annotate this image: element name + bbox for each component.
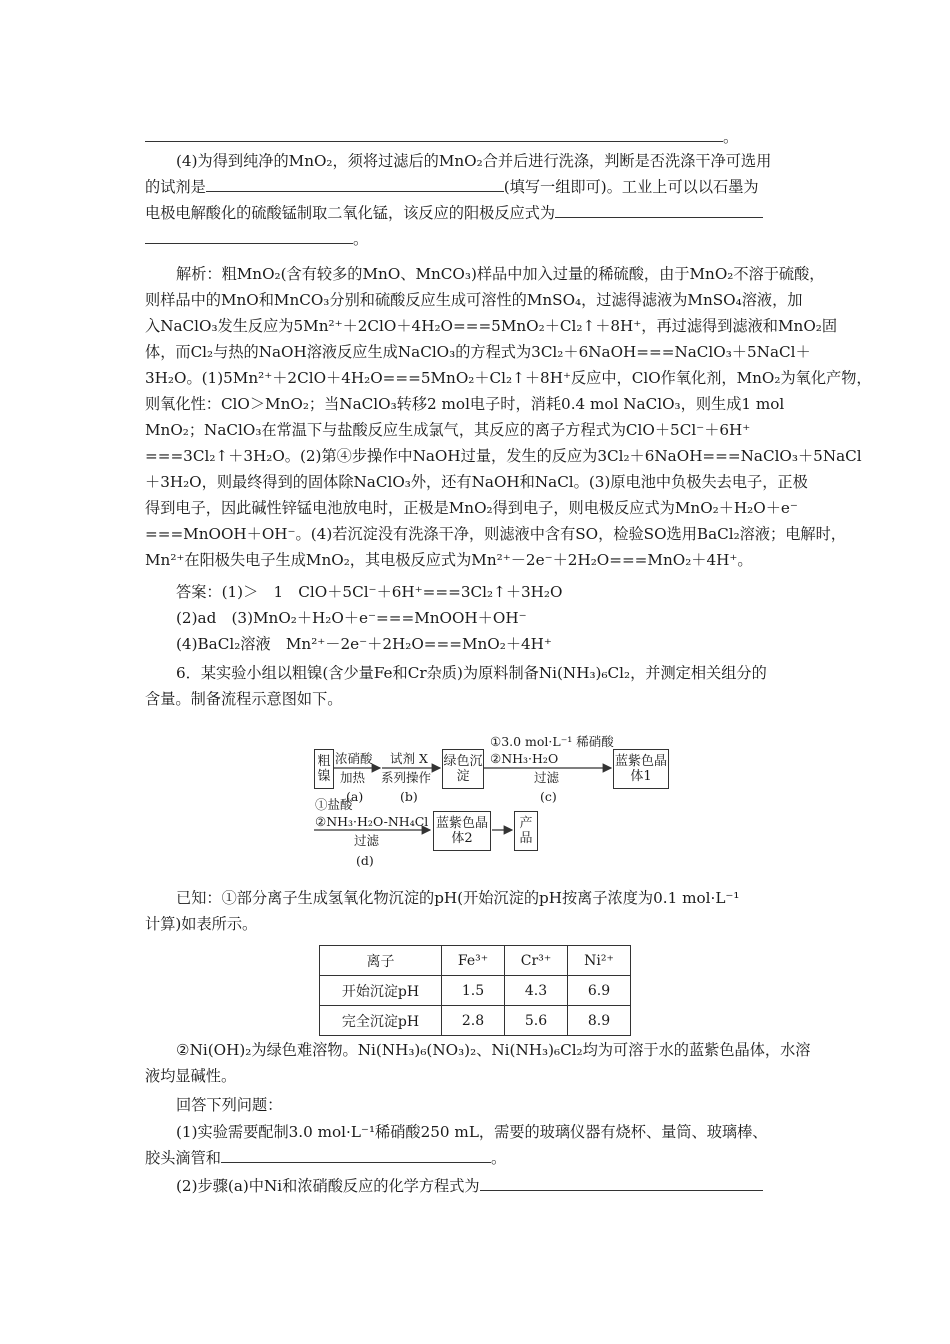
step-a-tag: (a) xyxy=(346,789,364,804)
table-cell: 4.3 xyxy=(505,976,568,1006)
precipitation-ph-table xyxy=(319,945,631,1036)
step-b-reagent: 试剂 X xyxy=(390,751,428,766)
equation-blank[interactable] xyxy=(480,1176,763,1191)
purple-crystal-1-box: 蓝紫色晶体1 xyxy=(613,749,669,789)
product-box: 产品 xyxy=(514,811,538,851)
step-c-reagent-1: ①3.0 mol·L⁻¹ 稀硝酸 xyxy=(490,734,614,749)
analysis-line: Mn²⁺在阳极失电子生成MnO₂，其电极反应式为Mn²⁺－2e⁻＋2H₂O===MnO₂＋4H⁺。 xyxy=(145,551,753,569)
step-c-tag: (c) xyxy=(540,789,557,804)
sub-question-2: (2)步骤(a)中Ni和浓硝酸反应的化学方程式为 xyxy=(176,1176,763,1196)
table-cell: 8.9 xyxy=(568,1006,631,1036)
answer-line: (2)ad (3)MnO₂＋H₂O＋e⁻===MnOOH＋OH⁻ xyxy=(176,609,527,627)
known-1-line1: 已知：①部分离子生成氢氧化物沉淀的pH(开始沉淀的pH按离子浓度为0.1 mol·L⁻¹ xyxy=(176,889,740,907)
glassware-blank[interactable] xyxy=(221,1148,491,1163)
answer-line: 答案：(1)＞ 1 ClO＋5Cl⁻＋6H⁺===3Cl₂↑＋3H₂O xyxy=(176,583,563,601)
table-header: Ni²⁺ xyxy=(568,946,631,976)
step-d-tag: (d) xyxy=(356,853,374,868)
q6-intro-line2: 含量。制备流程示意图如下。 xyxy=(145,690,343,708)
sub-question-1-line1: (1)实验需要配制3.0 mol·L⁻¹稀硝酸250 mL，需要的玻璃仪器有烧杯、量筒、玻璃棒、 xyxy=(176,1123,768,1141)
table-cell: 5.6 xyxy=(505,1006,568,1036)
step-a-reagent: 浓硝酸 xyxy=(335,751,373,766)
step-b-tag: (b) xyxy=(400,789,418,804)
step-b-operation: 系列操作 xyxy=(381,770,432,785)
step-c-operation: 过滤 xyxy=(534,770,560,785)
step-d-reagent-2: ②NH₃·H₂O-NH₄Cl xyxy=(315,814,429,829)
step-d-reagent-1: ①盐酸 xyxy=(315,797,353,812)
q6-intro-line1: 6．某实验小组以粗镍(含少量Fe和Cr杂质)为原料制备Ni(NH₃)₆Cl₂，并测定相关组分的 xyxy=(176,664,767,682)
known-2-line2: 液均显碱性。 xyxy=(145,1067,237,1085)
step-d-operation: 过滤 xyxy=(354,833,380,848)
green-precipitate-box: 绿色沉淀 xyxy=(442,749,484,789)
table-header: Cr³⁺ xyxy=(505,946,568,976)
analysis-line: 则氧化性：ClO＞MnO₂；当NaClO₃转移2 mol电子时，消耗0.4 mol NaClO₃，则生成1 mol xyxy=(145,395,785,413)
q5-part4-line1: (4)为得到纯净的MnO₂，须将过滤后的MnO₂合并后进行洗涤，判断是否洗涤干净可选用 xyxy=(176,152,772,170)
q5-part4-line3: 电极电解酸化的硫酸锰制取二氧化锰，该反应的阳极反应式为 xyxy=(145,203,763,223)
analysis-line: 3H₂O。(1)5Mn²⁺＋2ClO＋4H₂O===5MnO₂＋Cl₂↑＋8H⁺反应中，ClO作氧化剂，MnO₂为氧化产物， xyxy=(145,369,872,387)
analysis-line: ===MnOOH＋OH⁻。(4)若沉淀没有洗涤干净，则滤液中含有SO，检验SO选用BaCl₂溶液；电解时， xyxy=(145,525,846,543)
table-row xyxy=(320,976,631,1006)
known-1-line2: 计算)如表所示。 xyxy=(145,915,258,933)
analysis-line: 体，而Cl₂与热的NaOH溶液反应生成NaClO₃的方程式为3Cl₂＋6NaOH===NaClO₃＋5NaCl＋ xyxy=(145,343,811,361)
purple-crystal-2-box: 蓝紫色晶体2 xyxy=(433,811,491,851)
step-c-reagent-2: ②NH₃·H₂O xyxy=(490,751,559,766)
raw-nickel-box: 粗镍 xyxy=(314,749,334,789)
analysis-line: 得到电子，因此碱性锌锰电池放电时，正极是MnO₂得到电子，则电极反应式为MnO₂＋H₂O＋e⁻ xyxy=(145,499,798,517)
table-cell: 开始沉淀pH xyxy=(320,976,442,1006)
known-2-line1: ②Ni(OH)₂为绿色难溶物。Ni(NH₃)₆(NO₃)₂、Ni(NH₃)₆Cl₂均为可溶于水的蓝紫色晶体，水溶 xyxy=(176,1041,811,1059)
sub-question-1-line2: 胶头滴管和 。 xyxy=(145,1149,507,1167)
answer-line: (4)BaCl₂溶液 Mn²⁺－2e⁻＋2H₂O===MnO₂＋4H⁺ xyxy=(176,635,552,653)
table-row xyxy=(320,1006,631,1036)
analysis-line: ＋3H₂O，则最终得到的固体除NaClO₃外，还有NaOH和NaCl。(3)原电池中负极失去电子，正极 xyxy=(145,473,808,491)
table-header: 离子 xyxy=(320,946,442,976)
analysis-line: ===3Cl₂↑＋3H₂O。(2)第④步操作中NaOH过量，发生的反应为3Cl₂＋6NaOH===NaClO₃＋5NaCl xyxy=(145,447,862,465)
table-header: Fe³⁺ xyxy=(442,946,505,976)
questions-heading: 回答下列问题： xyxy=(176,1096,283,1114)
blank-line-3: 。 xyxy=(145,127,738,147)
table-cell: 2.8 xyxy=(442,1006,505,1036)
analysis-line: MnO₂；NaClO₃在常温下与盐酸反应生成氯气，其反应的离子方程式为ClO＋5Cl⁻＋6H⁺ xyxy=(145,421,751,439)
step-a-condition: 加热 xyxy=(340,770,366,785)
table-cell: 完全沉淀pH xyxy=(320,1006,442,1036)
q5-part4-line4: 。 xyxy=(145,229,368,249)
q5-part4-line2: 的试剂是 (填写一组即可)。工业上可以以石墨为 xyxy=(145,178,759,196)
table-header-row xyxy=(320,946,631,976)
analysis-line: 入NaClO₃发生反应为5Mn²⁺＋2ClO＋4H₂O===5MnO₂＋Cl₂↑＋8H⁺，再过滤得到滤液和MnO₂固 xyxy=(145,317,838,335)
analysis-line: 解析：粗MnO₂(含有较多的MnO、MnCO₃)样品中加入过量的稀硫酸，由于MnO₂不溶于硫酸， xyxy=(176,265,825,283)
table-cell: 1.5 xyxy=(442,976,505,1006)
table-cell: 6.9 xyxy=(568,976,631,1006)
analysis-line: 则样品中的MnO和MnCO₃分别和硫酸反应生成可溶性的MnSO₄，过滤得滤液为MnSO₄溶液，加 xyxy=(145,291,803,309)
